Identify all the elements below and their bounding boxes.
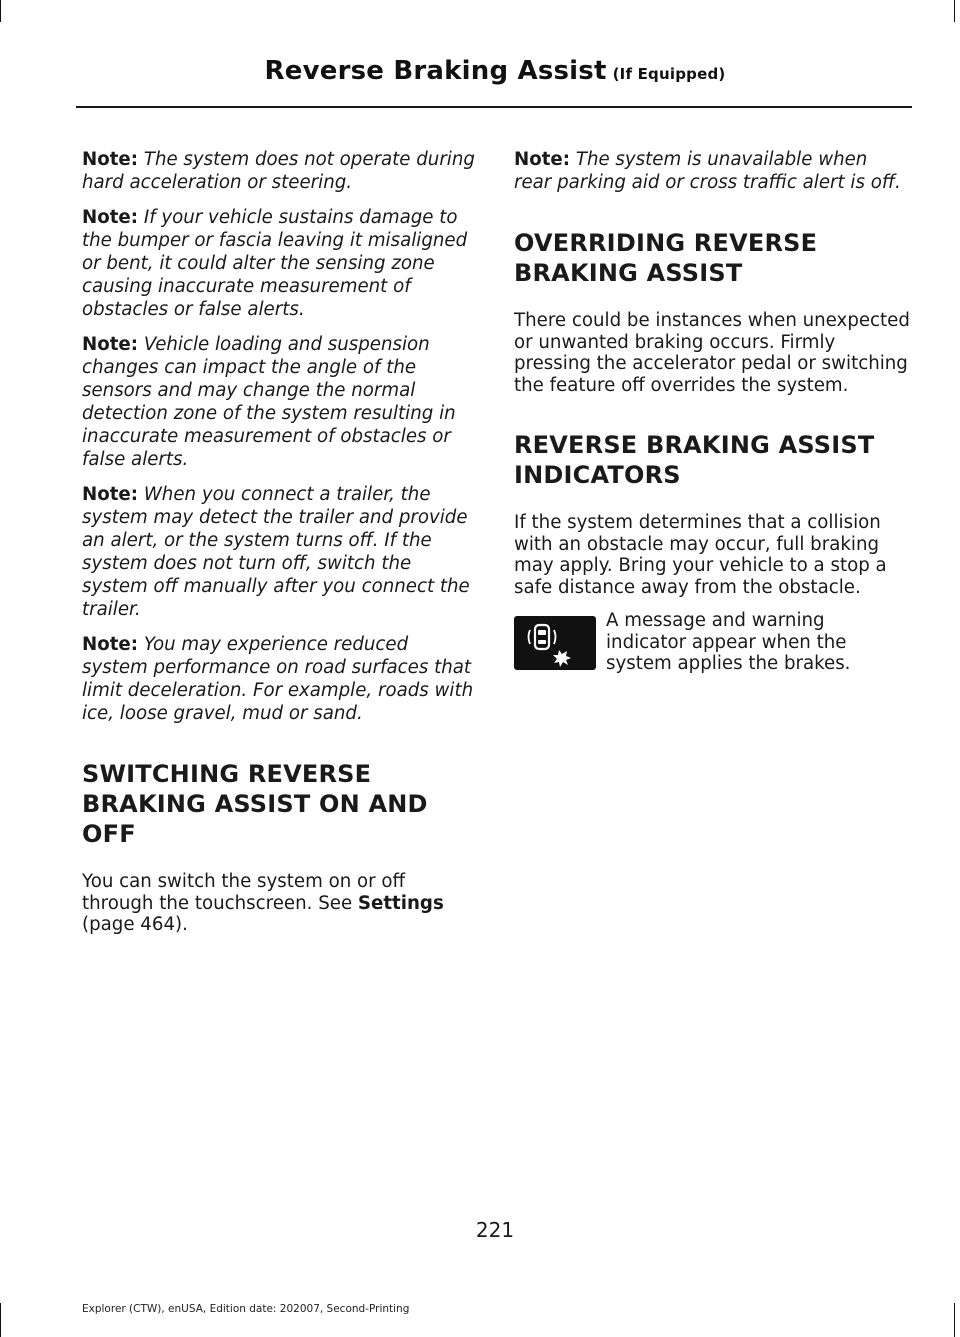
note-text: The system does not operate during hard acceleration or steering. [82, 149, 475, 193]
reverse-brake-assist-warning-icon [514, 616, 596, 670]
left-column [82, 148, 478, 946]
indicator-description: A message and warning indicator appear when the system applies the brakes. [606, 610, 851, 674]
indicator-row [514, 610, 910, 680]
heading-line: BRAKING ASSIST ON AND OFF [82, 790, 428, 848]
crop-mark-bottom-left-v [0, 1303, 1, 1337]
body-paragraph: If the system determines that a collision with an obstacle may occur, full braking may apply. Bring your vehicle to a stop a safe distance away from the obstacle. [514, 512, 887, 598]
settings-link[interactable]: Settings [357, 892, 444, 914]
note-label: Note: [82, 149, 139, 170]
heading-line: INDICATORS [514, 461, 681, 489]
note-label: Note: [82, 484, 139, 505]
header-title-suffix: (If Equipped) [612, 65, 726, 83]
note-text: You may experience reduced system performance on road surfaces that limit deceleration. For example, roads with ice, loose gravel, mud or sand. [82, 634, 474, 724]
header-rule [76, 106, 912, 108]
note-paragraph [82, 206, 478, 321]
header-title: Reverse Braking Assist [264, 56, 607, 86]
crop-mark-top-left-v [0, 0, 1, 22]
note-paragraph [514, 148, 910, 194]
section-heading-indicators [514, 430, 910, 490]
note-label: Note: [82, 634, 139, 655]
page-number: 221 [475, 1218, 515, 1242]
body-text: You can switch the system on or off through the touchscreen. See [82, 871, 406, 914]
heading-line: SWITCHING REVERSE [82, 760, 372, 788]
note-paragraph [82, 333, 478, 471]
note-paragraph [82, 148, 478, 194]
note-text: When you connect a trailer, the system may detect the trailer and provide an alert, or the system turns off. If the system does not turn off, switch the system off manually after you connect the trailer. [82, 484, 470, 620]
section-heading-switching [82, 759, 478, 849]
note-label: Note: [82, 334, 139, 355]
heading-line: OVERRIDING REVERSE [514, 229, 818, 257]
crop-mark-bottom-right-v [954, 1303, 955, 1337]
right-column [514, 148, 910, 680]
body-paragraph [82, 871, 478, 936]
body-paragraph: There could be instances when unexpected or unwanted braking occurs. Firmly pressing the accelerator pedal or switching the feature off overrides the system. [514, 310, 910, 396]
note-label: Note: [82, 207, 139, 228]
page-header [0, 56, 960, 86]
note-label: Note: [514, 149, 571, 170]
heading-line: BRAKING ASSIST [514, 259, 743, 287]
note-text: Vehicle loading and suspension changes can impact the angle of the sensors and may change the normal detection zone of the system resulting in inaccurate measurement of obstacles or false alerts. [82, 334, 456, 470]
heading-line: REVERSE BRAKING ASSIST [514, 431, 875, 459]
note-paragraph [82, 633, 478, 725]
footer-edition-info: Explorer (CTW), enUSA, Edition date: 202007, Second-Printing [82, 1303, 410, 1315]
note-text: The system is unavailable when rear parking aid or cross traffic alert is off. [514, 149, 901, 193]
note-text: If your vehicle sustains damage to the bumper or fascia leaving it misaligned or bent, it could alter the sensing zone causing inaccurate measurement of obstacles or false alerts. [82, 207, 468, 320]
note-paragraph [82, 483, 478, 621]
crop-mark-top-right-v [954, 0, 955, 22]
page-reference: (page 464). [82, 914, 188, 935]
section-heading-overriding [514, 228, 910, 288]
